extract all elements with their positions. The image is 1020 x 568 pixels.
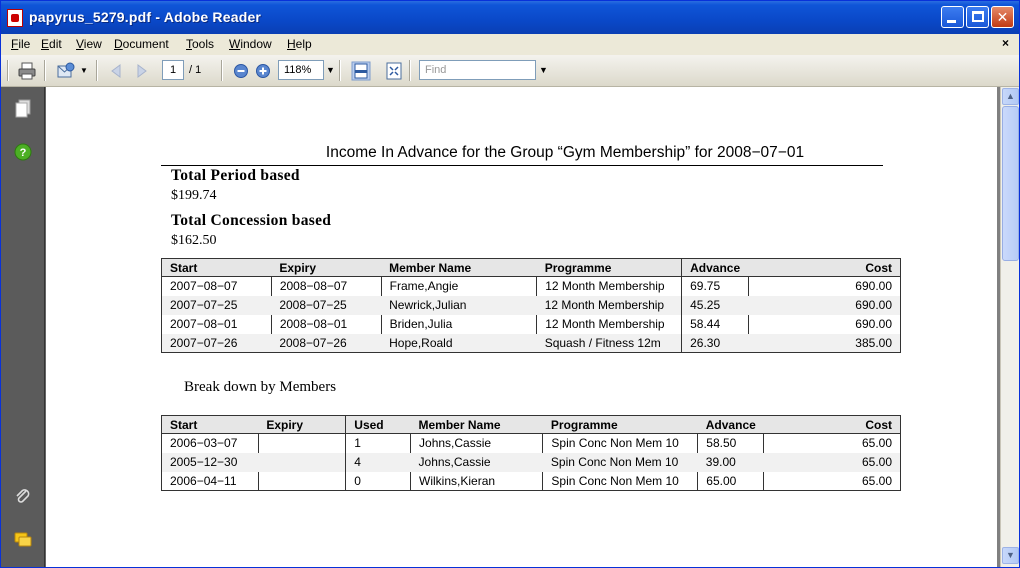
email-dropdown-arrow[interactable]: ▼ <box>80 66 88 75</box>
table-row <box>162 472 901 491</box>
maximize-button[interactable] <box>966 6 989 28</box>
column-header: Member Name <box>381 259 537 277</box>
document-close-button[interactable]: × <box>1001 36 1009 50</box>
table-cell: 2008−07−25 <box>271 296 381 315</box>
close-icon: ✕ <box>996 9 1009 25</box>
minimize-icon <box>947 20 956 23</box>
table-cell <box>258 434 345 453</box>
table-row <box>162 453 901 472</box>
chevron-up-icon: ▲ <box>1006 91 1015 101</box>
table-cell: Squash / Fitness 12m <box>537 334 682 353</box>
print-icon[interactable] <box>17 61 37 81</box>
table-cell: Spin Conc Non Mem 10 <box>543 434 698 453</box>
column-header: Start <box>162 416 259 434</box>
table-cell: Briden,Julia <box>381 315 537 334</box>
column-header: Advance <box>698 416 764 434</box>
column-header: Start <box>162 259 272 277</box>
table-cell: 2006−04−11 <box>170 473 237 488</box>
table-cell: 690.00 <box>748 277 900 296</box>
fit-width-icon[interactable] <box>384 61 404 81</box>
table-cell: 1 <box>346 434 411 453</box>
toolbar-separator <box>409 60 411 81</box>
attachments-icon[interactable] <box>13 487 33 507</box>
table-cell: 4 <box>346 453 411 472</box>
table-cell: 58.50 <box>698 434 764 453</box>
table-cell: Wilkins,Kieran <box>411 472 543 491</box>
table-cell: 385.00 <box>748 334 900 353</box>
column-header: Member Name <box>411 416 543 434</box>
table-row <box>162 277 901 296</box>
scroll-thumb[interactable] <box>1002 106 1019 261</box>
column-header: Advance <box>682 259 749 277</box>
table-cell: 2008−07−26 <box>271 334 381 353</box>
toolbar-separator <box>221 60 223 81</box>
table-cell: 2008−08−01 <box>271 315 381 334</box>
toolbar-separator <box>44 60 46 81</box>
pdf-page <box>45 87 997 567</box>
table-cell: 26.30 <box>682 334 749 353</box>
table-cell: Hope,Roald <box>381 334 537 353</box>
table-cell: Newrick,Julian <box>381 296 537 315</box>
total-concession-value: $162.50 <box>171 233 217 248</box>
comments-icon[interactable] <box>13 530 33 550</box>
table-cell: Spin Conc Non Mem 10 <box>543 453 698 472</box>
vertical-scrollbar[interactable] <box>1000 87 1019 567</box>
menu-view[interactable]: View <box>76 37 102 51</box>
table-cell: 2008−08−07 <box>271 277 381 296</box>
table-cell: 2007−07−25 <box>162 296 272 315</box>
table-cell: Frame,Angie <box>381 277 537 296</box>
table-cell: 65.00 <box>764 453 901 472</box>
report-title: Income In Advance for the Group “Gym Membership” for 2008−07−01 <box>325 144 805 161</box>
members-breakdown-table <box>161 415 901 491</box>
title-rule <box>161 165 883 166</box>
table-cell: 12 Month Membership <box>537 277 682 296</box>
menu-file[interactable]: File <box>11 37 31 51</box>
table-cell: 65.00 <box>764 434 901 453</box>
chevron-down-icon: ▼ <box>1006 550 1015 560</box>
table-cell: Johns,Cassie <box>411 453 543 472</box>
toolbar-separator <box>96 60 98 81</box>
scroll-up-button[interactable] <box>1002 88 1019 105</box>
column-header: Cost <box>764 416 901 434</box>
menu-help[interactable]: Help <box>287 37 312 51</box>
menu-window[interactable]: Window <box>229 37 272 51</box>
column-header: Expiry <box>258 416 345 434</box>
find-dropdown-arrow[interactable]: ▼ <box>539 65 548 75</box>
email-icon[interactable] <box>56 61 76 81</box>
table-row <box>162 334 901 353</box>
menu-tools[interactable]: Tools <box>186 37 215 51</box>
table-cell: 2007−07−26 <box>162 334 272 353</box>
table-cell: 58.44 <box>682 315 749 334</box>
find-input[interactable]: Find <box>419 60 536 80</box>
table-header-row <box>162 416 901 434</box>
table-cell: Johns,Cassie <box>411 434 543 453</box>
menu-bar <box>1 34 1019 55</box>
close-button[interactable] <box>991 6 1014 28</box>
table-cell: 2006−03−07 <box>170 436 238 451</box>
table-cell: 39.00 <box>698 453 764 472</box>
table-cell: 65.00 <box>764 472 901 491</box>
table-cell: 12 Month Membership <box>537 315 682 334</box>
column-header: Programme <box>543 416 698 434</box>
scroll-down-button[interactable] <box>1002 547 1019 564</box>
pdf-file-icon <box>7 9 23 27</box>
total-concession-heading: Total Concession based <box>171 212 332 229</box>
page-number-input[interactable]: 1 <box>162 60 184 80</box>
column-header: Expiry <box>271 259 381 277</box>
help-icon[interactable] <box>13 142 33 162</box>
svg-text:?: ? <box>19 147 27 159</box>
menu-document[interactable]: Document <box>114 37 169 51</box>
table-cell: 0 <box>346 472 411 491</box>
zoom-in-icon[interactable] <box>253 61 273 81</box>
toolbar-separator <box>7 60 9 81</box>
table-cell: 65.00 <box>698 472 764 491</box>
advance-table <box>161 258 901 353</box>
total-period-heading: Total Period based <box>171 167 300 184</box>
title-bar[interactable] <box>1 1 1019 34</box>
breakdown-heading: Break down by Members <box>184 379 337 395</box>
zoom-dropdown-arrow[interactable]: ▼ <box>326 65 335 75</box>
table-row <box>162 296 901 315</box>
navigation-panel <box>1 87 45 567</box>
table-cell: 2005−12−30 <box>162 453 259 472</box>
fit-page-icon[interactable] <box>351 61 371 81</box>
window-title: papyrus_5279.pdf - Adobe Reader <box>29 9 262 25</box>
total-period-value: $199.74 <box>171 188 217 203</box>
table-cell: 2007−08−07 <box>170 279 238 294</box>
page-total: / 1 <box>189 64 202 76</box>
table-cell: 69.75 <box>682 277 749 296</box>
zoom-out-icon[interactable] <box>231 61 251 81</box>
zoom-input[interactable]: 118% <box>278 60 324 80</box>
column-header: Used <box>346 416 411 434</box>
column-header: Cost <box>748 259 900 277</box>
pages-icon[interactable] <box>13 99 33 119</box>
table-cell: 12 Month Membership <box>537 296 682 315</box>
maximize-icon <box>972 11 984 22</box>
table-row <box>162 315 901 334</box>
previous-page-icon[interactable] <box>106 61 126 81</box>
column-header: Programme <box>537 259 682 277</box>
table-cell <box>258 453 345 472</box>
table-cell: 45.25 <box>682 296 749 315</box>
table-header-row <box>162 259 901 277</box>
toolbar-separator <box>339 60 341 81</box>
table-cell <box>258 472 345 491</box>
table-row <box>162 434 901 453</box>
toolbar <box>1 55 1019 87</box>
document-area[interactable] <box>45 87 1001 567</box>
table-cell: Spin Conc Non Mem 10 <box>543 472 698 491</box>
table-cell: 2007−08−01 <box>170 317 238 331</box>
minimize-button[interactable] <box>941 6 964 28</box>
table-cell: 690.00 <box>748 315 900 334</box>
menu-edit[interactable]: Edit <box>41 37 62 51</box>
table-cell: 690.00 <box>748 296 900 315</box>
next-page-icon[interactable] <box>132 61 152 81</box>
